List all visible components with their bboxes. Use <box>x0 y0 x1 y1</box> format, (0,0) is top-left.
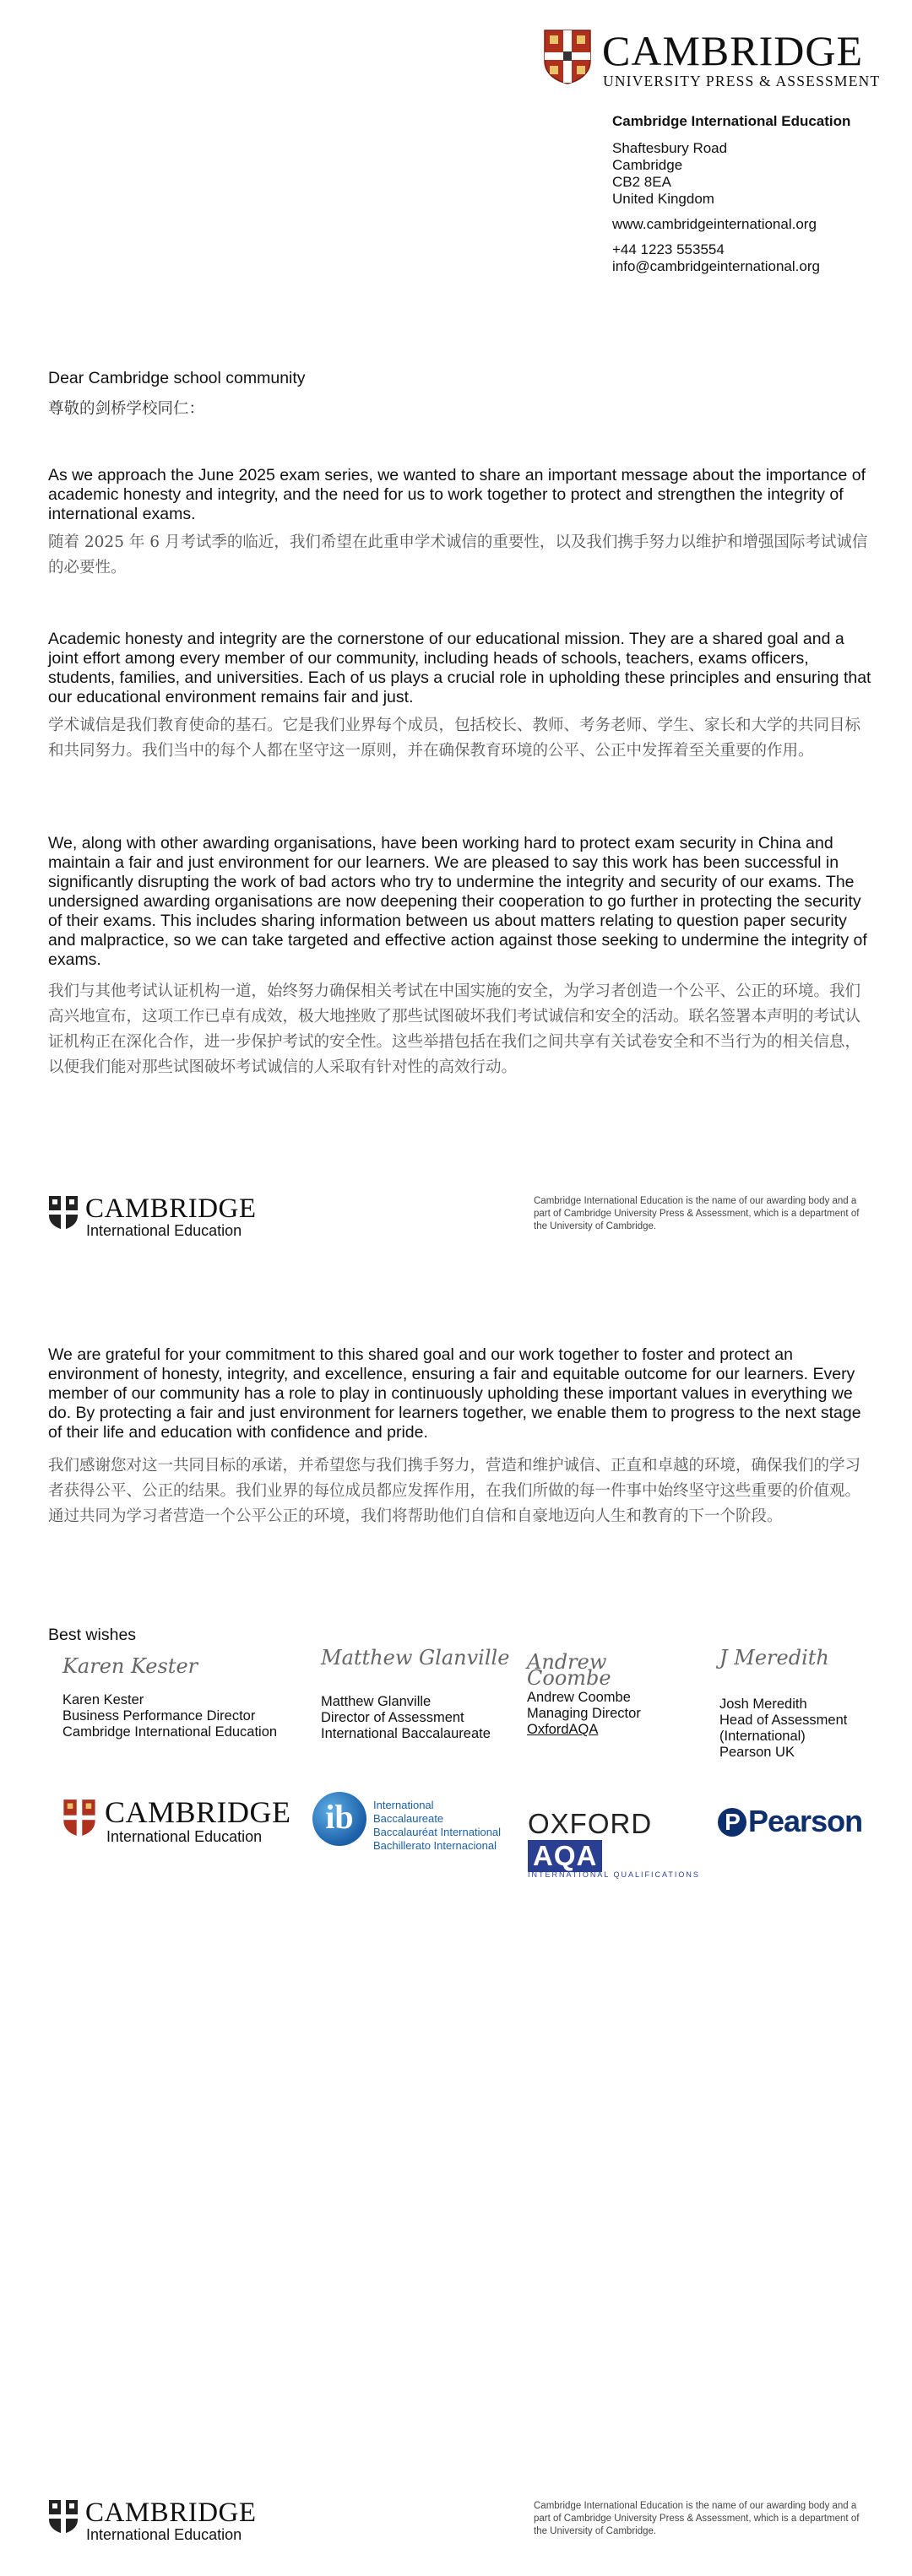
paragraph-4-zh: 我们感谢您对这一共同目标的承诺，并希望您与我们携手努力，营造和维护诚信、正直和卓越的环境，确保我们的学习者获得公平、公正的结果。我们业界的每位成员都应发挥作用，在我们所做的每一件事中始终坚守这些重要的价值观。通过共同为学习者营造一个公平公正的环境，我们将帮助他们自信和自豪地迈向人生和教育的下一个阶段。 <box>48 1457 861 1525</box>
footer-logo-word: CAMBRIDGE <box>85 2498 257 2528</box>
signatory-pearson <box>719 1646 888 1761</box>
signature: Karen Kester <box>62 1654 198 1678</box>
salutation-en: Dear Cambridge school community <box>48 369 306 387</box>
paragraph-2-en: Academic honesty and integrity are the cornerstone of our educational mission. They are a shared goal and a joint effort among every member of our community, including heads of schools, teachers, exams officers, students, families, and universities. Each of us plays a crucial role in upholding these principles and ensuring that our educational environment remains fair and just. <box>48 630 871 706</box>
signatory-name: Matthew Glanville <box>321 1694 432 1709</box>
phone-number: +44 1223 553554 <box>612 241 725 257</box>
website-link[interactable]: www.cambridgeinternational.org <box>612 216 817 232</box>
email-link[interactable]: info@cambridgeinternational.org <box>612 258 820 274</box>
signature: Andrew Coombe <box>527 1650 611 1690</box>
logo-wordmark: CAMBRIDGE <box>602 27 864 74</box>
signatory-oxfordaqa <box>527 1650 696 1738</box>
pearson-p-icon: P <box>718 1808 746 1837</box>
cambridge-crest-icon <box>48 1195 79 1231</box>
oxford-word: OXFORD <box>528 1808 653 1839</box>
cambridge-crest-icon <box>62 1799 96 1837</box>
partner-logo-sub: International Education <box>106 1828 263 1845</box>
footer-logo-sub: International Education <box>86 2526 242 2543</box>
pearson-word: Pearson <box>748 1804 863 1838</box>
signatory-name: Andrew Coombe <box>527 1690 631 1705</box>
signature: Matthew Glanville <box>321 1646 510 1670</box>
signatory-org: International Baccalaureate <box>321 1726 491 1741</box>
signatory-title: Head of Assessment <box>719 1713 848 1728</box>
paragraph-1-en: As we approach the June 2025 exam series, we wanted to share an important message about the importance of academic honesty and integrity, and the need for us to work together to protect and strengthen the integrity of international exams. <box>48 466 866 523</box>
footer-note: Cambridge International Education is the name of our awarding body and a part of Cambridge University Press & Assessment, which is a department of the University of Cambridge. <box>534 2501 860 2536</box>
signatory-title: Director of Assessment <box>321 1710 464 1725</box>
signatory-name: Karen Kester <box>62 1692 144 1707</box>
footer-cambridge-logo <box>48 1193 255 1240</box>
signatory-org: OxfordAQA <box>527 1722 599 1737</box>
paragraph-3-zh: 我们与其他考试认证机构一道，始终努力确保相关考试在中国实施的安全，为学习者创造一个公平、公正的环境。我们高兴地宣布，这项工作已卓有成效，极大地挫败了那些试图破坏我们考试诚信和安全的活动。联名签署本声明的考试认证机构正在深化合作，进一步保护考试的安全性。这些举措包括在我们之间共享有关试卷安全和不当行为的相关信息，以便我们能对那些试图破坏考试诚信的人采取有针对性的高效行动。 <box>48 982 861 1076</box>
signatory-ib <box>321 1646 515 1742</box>
oxfordaqa-logo <box>528 1808 705 1879</box>
paragraph-4-en: We are grateful for your commitment to this shared goal and our work together to foster and protect an environment of honesty, integrity, and excellence, ensuring a fair and equitable outcome for our learners. Every member of our community has a role to play in continuously upholding these important values in everything we do. By protecting a fair and just environment for learners together, we enable them to progress to the next stage of their life and education with confidence and pride. <box>48 1345 861 1442</box>
footer-cambridge-logo <box>48 2497 255 2544</box>
sender-org: Cambridge International Education <box>612 113 851 129</box>
aqa-word: AQA <box>528 1840 602 1872</box>
salutation-zh: 尊敬的剑桥学校同仁： <box>48 400 205 418</box>
paragraph-1-zh: 随着 2025 年 6 月考试季的临近，我们希望在此重申学术诚信的重要性，以及我们携手努力以维护和增强国际考试诚信的必要性。 <box>48 533 868 576</box>
footer-logo-word: CAMBRIDGE <box>85 1193 257 1224</box>
pearson-logo <box>718 1804 862 1839</box>
ib-logo <box>312 1792 507 1852</box>
signature: J Meredith <box>719 1646 829 1670</box>
signatory-title: Managing Director <box>527 1706 641 1721</box>
closing: Best wishes <box>48 1626 137 1644</box>
signatory-cambridge <box>62 1654 299 1740</box>
oxford-sub: INTERNATIONAL QUALIFICATIONS <box>528 1870 700 1879</box>
logo-subtitle: UNIVERSITY PRESS & ASSESSMENT <box>603 73 881 89</box>
sender-address <box>612 113 850 275</box>
signatory-org: Pearson UK <box>719 1745 795 1760</box>
paragraph-2-zh: 学术诚信是我们教育使命的基石。它是我们业界每个成员，包括校长、教师、考务老师、学生、家长和大学的共同目标和共同努力。我们当中的每个人都在坚守这一原则，并在确保教育环境的公平、公正中发挥着至关重要的作用。 <box>48 717 861 760</box>
ib-name-line: Baccalauréat International <box>373 1826 502 1838</box>
paragraph-3-en: We, along with other awarding organisations, have been working hard to protect exam security in China and maintain a fair and just environment for our learners. We are pleased to say this work has been successful in significantly disrupting the work of bad actors who try to undermine the integrity and security of our exams. The undersigned awarding organisations are now deepening their cooperation to go further in protecting the security of their exams. This includes sharing information between us about matters relating to question paper security and malpractice, so we can take targeted and effective action against those seeking to undermine the integrity of exams. <box>48 834 867 969</box>
footer-note: Cambridge International Education is the name of our awarding body and a part of Cambridge University Press & Assessment, which is a department of the University of Cambridge. <box>534 1196 860 1231</box>
signatory-name: Josh Meredith <box>719 1697 807 1712</box>
cambridge-press-logo <box>543 25 881 91</box>
partner-logo-word: CAMBRIDGE <box>105 1795 291 1829</box>
address-line: CB2 8EA <box>612 174 671 190</box>
signatory-title: Business Performance Director <box>62 1708 256 1724</box>
ib-name-line: International Baccalaureate <box>373 1799 444 1825</box>
cambridge-international-logo <box>62 1796 290 1843</box>
footer-logo-sub: International Education <box>86 1222 242 1239</box>
cambridge-crest-icon <box>543 29 592 84</box>
signatory-org: Cambridge International Education <box>62 1724 278 1740</box>
address-line: Shaftesbury Road <box>612 140 728 156</box>
signatory-title-2: (International) <box>719 1729 806 1744</box>
address-line: Cambridge <box>612 157 683 173</box>
ib-name-line: Bachillerato Internacional <box>373 1839 497 1852</box>
cambridge-crest-icon <box>48 2499 79 2535</box>
ib-emblem-icon: ib <box>312 1792 366 1846</box>
address-line: United Kingdom <box>612 191 714 207</box>
